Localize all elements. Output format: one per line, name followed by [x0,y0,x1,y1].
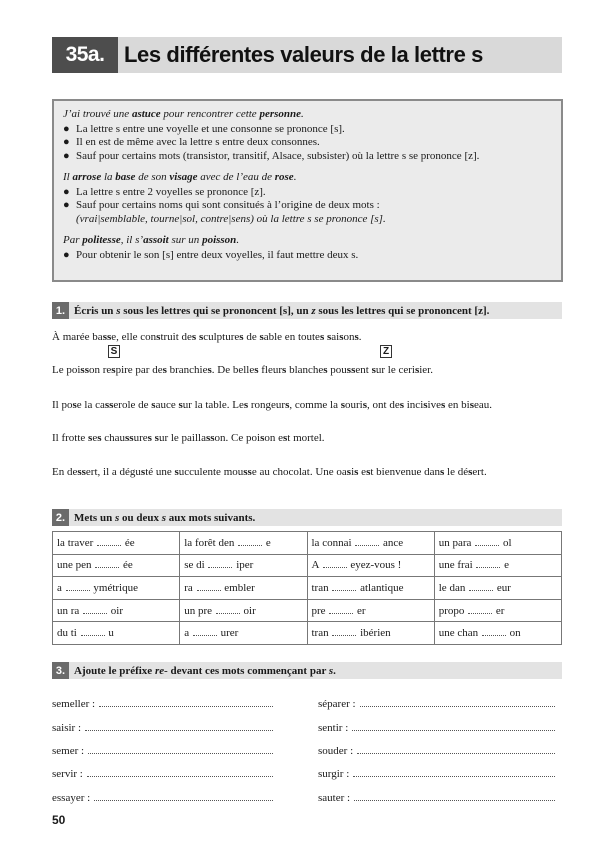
word-end: er [495,604,505,617]
sentence-fragment: branchie [166,364,208,376]
page-title: Les différentes valeurs de la lettre s [124,42,483,67]
sentence-fragment: on. Ce poi [214,432,261,444]
sentence-fragment: s [198,331,204,343]
sentence-fragment: t mortel. [287,432,325,444]
prefix-row [318,745,555,757]
word-start: la traver [57,536,94,549]
word-start: pre [311,604,326,617]
rule-example-fragment: . [301,108,304,120]
word-cell [180,577,307,600]
sentence-fragment: s [423,399,428,411]
sentence-fragment: rongeur [248,399,286,411]
sentence-fragment: t bienvenue dan [370,466,440,478]
sentence-fragment: fleur [258,364,283,376]
rule-example-fragment: avec de l’eau de [197,171,275,183]
rule-text: Pour obtenir le son [s] entre deux voyelles, il faut mettre deux s. [76,248,359,261]
word-end: e [504,559,510,572]
bullet-icon: ● [63,136,70,148]
sentence-fragment: s [191,331,197,343]
bullet-icon: ● [63,199,70,211]
sentence-fragment: e la ca [76,399,105,411]
word-end: ol [502,536,512,549]
sentence-fragment: , comme la [289,399,341,411]
word-cell [307,532,434,555]
word-start: du ti [57,627,77,640]
fill-blank[interactable] [469,583,493,591]
rule-list [63,123,551,164]
word-start: a [57,581,62,594]
exercise-3-number: 3. [52,662,69,679]
sentence-fragment: s [354,331,359,343]
rule-item [63,249,551,263]
sentence-fragment: on e [264,432,283,444]
fill-blank[interactable] [95,560,119,568]
prefix-word: saisir : [52,722,82,734]
sentence-fragment: ss [243,466,252,478]
sentence-fragment: s [97,432,102,444]
word-end: er [357,604,366,617]
rule-example-fragment: Par [63,234,83,246]
word-end: ance [383,536,404,549]
sentence-fragment: erole de [113,399,152,411]
rule-text: Sauf pour certains mots (transistor, transitif, Alsace, subsister) où la lettre s se prononce [z]. [76,149,480,162]
exercise-2-header [52,509,562,526]
word-cell [53,599,180,622]
rule-example-fragment: la [101,171,116,183]
word-end: ibérien [360,627,391,640]
word-end: oir [243,604,256,617]
sentence-fragment: s [162,364,167,376]
sentence-fragment: e au chocolat. Une oa [251,466,347,478]
fill-blank[interactable] [193,628,217,636]
word-cell [434,554,561,577]
rule-text: La lettre s entre une voyelle et une consonne se prononce [s]. [76,122,345,135]
sentence-fragment: culpture [203,331,240,343]
sentence-fragment: pire par de [115,364,163,376]
rule-example-fragment: sur un [168,234,203,246]
word-cell [307,599,434,622]
word-cell [53,622,180,645]
word-start: tran [311,581,329,594]
sentence-fragment: Il frotte [52,432,89,444]
sentence-fragment: s [440,466,445,478]
rule-example-fragment: assoit [143,234,169,246]
rule-item [63,199,551,226]
fill-blank[interactable] [208,560,232,568]
rule-example-fragment: politesse [82,234,121,246]
answer-line[interactable] [352,722,555,731]
word-cell [53,577,180,600]
prefix-word: semer : [52,745,85,757]
exercise-3-header [52,662,562,679]
sentence-fragment: Le poi [52,364,81,376]
sentence-fragment: s [254,364,259,376]
word-table [52,531,562,645]
word-cell [434,599,561,622]
sentence-fragment: e [92,432,98,444]
rule-item [63,136,551,150]
answer-line[interactable] [87,768,273,777]
sentence-fragment: ss [125,432,134,444]
answer-box-z[interactable]: Z [380,345,392,358]
sentence-fragment: e, elle con [111,331,157,343]
sentence-fragment: on re [88,364,112,376]
sentence-fragment: s [399,399,404,411]
word-start: un pre [184,604,213,617]
answer-line[interactable] [357,745,555,754]
rule-examples: (vrai|semblable, tourne|sol, contre|sens) où la lettre s se prononce [s]. [76,212,386,225]
prefix-word: servir : [52,768,83,780]
sentence-fragment: eau. [474,399,493,411]
prefix-word: surgir : [318,768,350,780]
prefix-row [52,792,273,804]
answer-line[interactable] [99,698,273,707]
sentence-fragment: ert, il a dégu [85,466,141,478]
word-start: a [184,627,190,640]
word-end: oir [110,604,124,617]
word-cell [53,532,180,555]
rule-example-fragment: pour rencontrer cette [160,108,260,120]
sentence-fragment: s [323,364,328,376]
rule-text: La lettre s entre 2 voyelles se prononce [z]. [76,185,266,198]
rule-example-sentence [63,108,551,122]
rule-example-fragment: rose [274,171,294,183]
sentence-fragment: auce [155,399,179,411]
sentence-fragment: s [339,331,344,343]
prefix-word: sauter : [318,792,351,804]
answer-line[interactable] [354,792,555,801]
sentence-fragment: de [243,331,260,343]
sentence-fragment: s [326,331,332,343]
sentence-fragment: s [151,399,156,411]
sentence-fragment: e [358,466,367,478]
word-cell [434,577,561,600]
prefix-row [318,722,555,734]
sentence-fragment: s [239,331,244,343]
word-cell [53,554,180,577]
rule-example-fragment: , il s’ [120,234,144,246]
answer-box-s[interactable]: S [108,345,120,358]
rule-list [63,186,551,227]
sentence-fragment: s [156,331,161,343]
sentence-fragment: . De belle [211,364,255,376]
prefix-row [52,768,273,780]
rule-example-sentence [63,234,551,248]
sentence-fragment: ss [102,331,112,343]
rule-example-fragment: J’ai trouvé une [63,108,132,120]
fill-blank[interactable] [329,606,353,614]
sentence-fragment: s [260,432,265,444]
rule-example-fragment: personne [259,108,302,120]
rule-example-fragment: visage [169,171,198,183]
rule-item [63,123,551,137]
exercise-2-instruction: Mets un s ou deux s aux mots suivants. [74,511,256,524]
word-start: une frai [438,559,473,572]
sentence-fragment: , ont de [367,399,400,411]
sentence-fragment: ai [331,331,340,343]
word-cell [180,599,307,622]
sentence-fragment: Il po [52,399,73,411]
sentence-fragment: s [147,432,152,444]
fill-blank[interactable] [476,560,500,568]
sentence-fragment: s [346,466,352,478]
sentence-fragment: able en toute [263,331,320,343]
sentence-fragment: ss [77,466,86,478]
word-start: la forêt den [184,536,235,549]
sentence-fragment: s [72,399,77,411]
prefix-row [318,792,555,804]
bullet-icon: ● [63,122,70,135]
word-end: eyez-vous ! [350,559,402,572]
exercise-1-sentence [52,331,562,344]
rule-box [52,99,563,282]
lesson-number: 35a. [52,37,118,73]
exercise-2-number: 2. [52,509,69,526]
sentence-fragment: s [243,399,249,411]
table-row [53,622,562,645]
sentence-fragment: s [319,331,325,343]
prefix-row [52,745,273,757]
sentence-fragment: en bi [445,399,470,411]
sentence-fragment: ss [104,399,114,411]
exercise-1-sentence [52,432,562,445]
sentence-fragment: s [111,364,116,376]
exercise-3-instruction: Ajoute le préfixe re- devant ces mots commençant par s. [74,664,336,677]
sentence-fragment: s [207,364,212,376]
word-start: se di [184,559,205,572]
fill-blank[interactable] [97,538,121,546]
exercise-1-sentence [52,466,562,479]
fill-blank[interactable] [323,560,347,568]
title-bar [52,37,562,73]
table-row [53,577,562,600]
sentence-fragment: truit de [160,331,192,343]
answer-line[interactable] [94,792,273,801]
sentence-fragment: pou [327,364,347,376]
rule-item [63,186,551,200]
prefix-word: souder : [318,745,354,757]
sentence-fragment: À marée ba [52,331,103,343]
sentence-fragment: blanche [286,364,324,376]
page-number: 50 [52,813,66,827]
fill-blank[interactable] [197,583,221,591]
fill-blank[interactable] [81,628,105,636]
rule-text: Sauf pour certains noms qui sont consitués à l’origine de deux mots : [76,199,380,211]
rule-example-fragment: . [293,171,297,183]
rule-example-sentence [63,171,551,185]
word-start: le dan [438,581,466,594]
word-cell [307,554,434,577]
word-end: eur [496,581,511,594]
rule-group [63,234,551,262]
sentence-fragment: s [285,399,290,411]
word-end: atlantique [360,581,404,594]
word-cell [434,622,561,645]
sentence-fragment: s [174,466,179,478]
sentence-fragment: s [354,466,359,478]
fill-blank[interactable] [238,538,262,546]
word-end: on [509,627,521,640]
fill-blank[interactable] [355,538,379,546]
fill-blank[interactable] [332,628,356,636]
rule-text: Il en est de même avec la lettre s entre deux consonnes. [76,136,320,148]
sentence-fragment: s [88,432,93,444]
answer-line[interactable] [88,745,273,754]
prefix-row [52,722,273,734]
word-end: ymétrique [93,581,138,594]
sentence-fragment: ier. [419,364,433,376]
sentence-fragment: on [343,331,355,343]
rule-item [63,150,551,164]
sentence-fragment: . [358,331,362,343]
fill-blank[interactable] [216,606,240,614]
word-end: urer [220,627,239,640]
sentence-fragment: s [469,399,474,411]
word-start: propo [438,604,465,617]
sentence-fragment: ur le ceri [375,364,415,376]
sentence-fragment: s [283,432,288,444]
rule-group [63,108,551,163]
word-start: un ra [57,604,80,617]
rule-group [63,171,551,226]
sentence-fragment: ss [346,364,356,376]
fill-blank[interactable] [332,583,356,591]
word-end: e [265,536,271,549]
sentence-fragment: En de [52,466,78,478]
word-cell [434,532,561,555]
sentence-fragment: ure [133,432,148,444]
word-end: ée [123,559,133,572]
sentence-fragment: s [440,399,446,411]
sentence-fragment: ucculente mou [178,466,244,478]
sentence-fragment: s [282,364,287,376]
sentence-fragment: s [178,399,183,411]
fill-blank[interactable] [66,583,90,591]
exercise-1-sentence [52,399,562,412]
word-end: ée [124,536,135,549]
prefix-row [52,698,273,710]
word-cell [180,554,307,577]
fill-blank[interactable] [482,628,506,636]
sentence-fragment: té une [145,466,175,478]
fill-blank[interactable] [475,538,499,546]
sentence-fragment: ent [355,364,372,376]
sentence-fragment: s [362,399,368,411]
sentence-fragment: ur la table. Le [182,399,244,411]
rule-example-fragment: base [115,171,136,183]
rule-example-fragment: . [236,234,240,246]
sentence-fragment: s [140,466,146,478]
word-cell [307,622,434,645]
prefix-row [318,698,555,710]
word-start: ra [184,581,193,594]
bullet-icon: ● [63,149,70,162]
sentence-fragment: inci [404,399,424,411]
word-cell [180,622,307,645]
rule-list [63,249,551,263]
sentence-fragment: s [414,364,420,376]
sentence-fragment: ur le pailla [158,432,206,444]
word-end: iper [236,559,254,572]
exercise-1-header [52,302,562,319]
word-start: la connai [311,536,352,549]
sentence-fragment: s [366,466,371,478]
sentence-fragment: s [154,432,159,444]
word-cell [180,532,307,555]
fill-blank[interactable] [468,606,492,614]
sentence-fragment: chau [101,432,126,444]
rule-example-fragment: de son [135,171,170,183]
prefix-row [318,768,555,780]
exercise-1-instruction: Écris un s sous les lettres qui se prononcent [s], un z sous les lettres qui se prononcent [z]. [74,304,490,317]
fill-blank[interactable] [83,606,107,614]
table-row [53,532,562,555]
table-row [53,599,562,622]
rule-example-fragment: astuce [131,108,161,120]
word-end: embler [224,581,255,594]
sentence-fragment: ss [80,364,89,376]
sentence-fragment: s [468,466,473,478]
sentence-fragment: s [340,399,345,411]
word-start: une chan [438,627,479,640]
word-end: u [108,627,114,640]
sentence-fragment: s [371,364,376,376]
sentence-fragment: le dé [444,466,469,478]
exercise-1-number: 1. [52,302,69,319]
sentence-fragment: ert. [472,466,487,478]
word-start: tran [311,627,329,640]
sentence-fragment: ouri [345,399,363,411]
table-row [53,554,562,577]
rule-example-fragment: Il [63,171,73,183]
sentence-fragment: ive [427,399,441,411]
word-start: une pen [57,559,92,572]
sentence-fragment: i [351,466,355,478]
word-start: A [311,559,319,572]
rule-example-fragment: poisson [202,234,237,246]
word-start: un para [438,536,472,549]
answer-line[interactable] [353,768,555,777]
prefix-word: séparer : [318,698,356,710]
bullet-icon: ● [63,185,70,198]
word-cell [307,577,434,600]
rule-example-fragment: arrose [72,171,102,183]
answer-line[interactable] [85,722,273,731]
answer-line[interactable] [360,698,555,707]
prefix-word: sentir : [318,722,349,734]
bullet-icon: ● [63,248,70,261]
exercise-1-sentence [52,364,562,377]
sentence-fragment: ss [205,432,215,444]
prefix-word: essayer : [52,792,91,804]
prefix-word: semeller : [52,698,96,710]
sentence-fragment: s [259,331,264,343]
